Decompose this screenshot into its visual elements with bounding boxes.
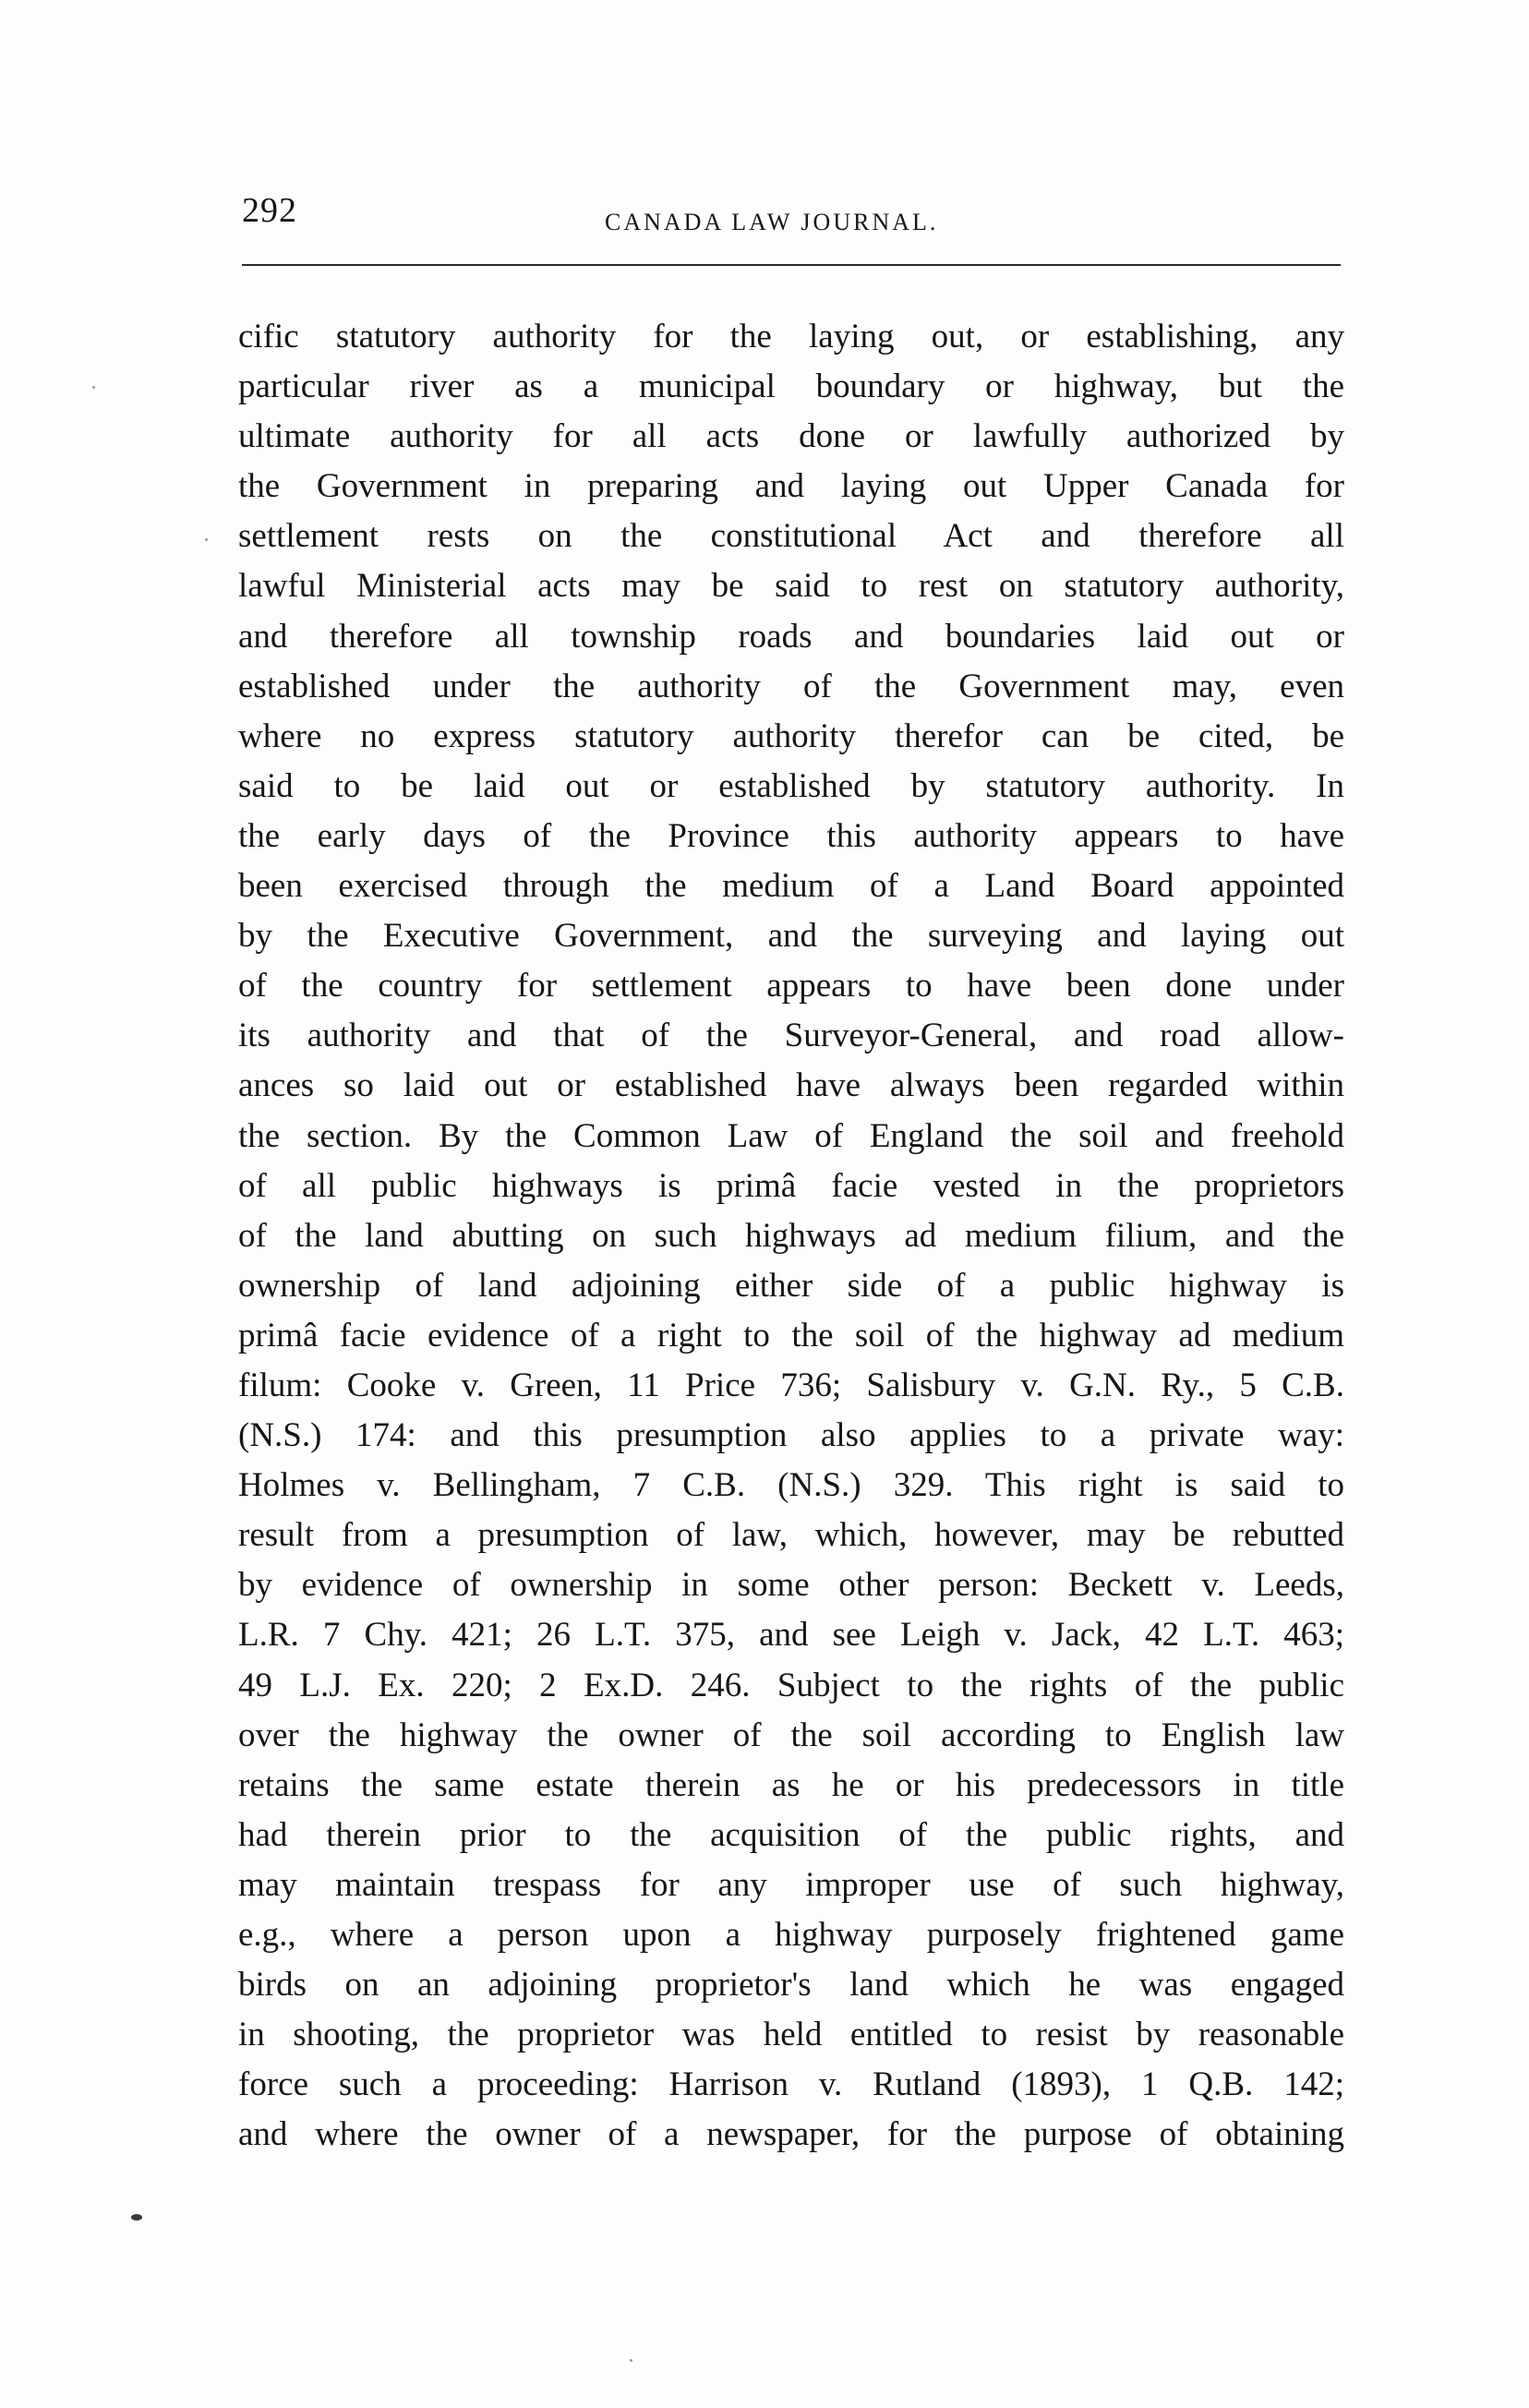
text-line: birds on an adjoining proprietor's land which he was engaged (238, 1966, 1344, 2005)
running-head: CANADA LAW JOURNAL. (605, 209, 939, 235)
text-line: in shooting, the proprietor was held entitled to resist by reasonable (238, 2016, 1344, 2054)
text-line: primâ facie evidence of a right to the soil of the highway ad medium (238, 1316, 1344, 1354)
text-line: ownership of land adjoining either side of a public highway is (238, 1266, 1344, 1305)
text-line: and therefore all township roads and boundaries laid out or (238, 617, 1344, 656)
text-line: retains the same estate therein as he or his predecessors in title (238, 1765, 1344, 1804)
scan-speck (131, 2214, 142, 2221)
text-line: of all public highways is primâ facie vested in the proprietors (238, 1166, 1344, 1205)
text-line: established under the authority of the Government may, even (238, 667, 1344, 705)
text-line: where no express statutory authority therefor can be cited, be (238, 716, 1344, 755)
text-line: particular river as a municipal boundary or highway, but the (238, 367, 1344, 406)
text-line: ances so laid out or established have always been regarded within (238, 1066, 1344, 1105)
scan-speck (92, 386, 95, 389)
text-line: and where the owner of a newspaper, for the purpose of obtaining (238, 2115, 1344, 2154)
text-line: settlement rests on the constitutional Act and therefore all (238, 517, 1344, 556)
text-line: of the land abutting on such highways ad medium filium, and the (238, 1216, 1344, 1255)
text-line: Holmes v. Bellingham, 7 C.B. (N.S.) 329. This right is said to (238, 1466, 1344, 1505)
text-line: had therein prior to the acquisition of the public rights, and (238, 1815, 1344, 1854)
text-line: lawful Ministerial acts may be said to rest on statutory authority, (238, 567, 1344, 606)
text-line: L.R. 7 Chy. 421; 26 L.T. 375, and see Leigh v. Jack, 42 L.T. 463; (238, 1616, 1344, 1655)
text-line: its authority and that of the Surveyor-General, and road allow- (238, 1017, 1344, 1055)
text-line: cific statutory authority for the laying out, or establishing, any (238, 318, 1344, 355)
text-line: of the country for settlement appears to have been done under (238, 967, 1344, 1005)
text-line: ultimate authority for all acts done or lawfully authorized by (238, 417, 1344, 456)
text-line: by the Executive Government, and the surveying and laying out (238, 917, 1344, 956)
page-number: 292 (242, 191, 297, 230)
text-line: the section. By the Common Law of England the soil and freehold (238, 1116, 1344, 1155)
text-line: force such a proceeding: Harrison v. Rutland (1893), 1 Q.B. 142; (238, 2065, 1344, 2104)
text-line: e.g., where a person upon a highway purposely frightened game (238, 1916, 1344, 1954)
text-line: result from a presumption of law, which, however, may be rebutted (238, 1516, 1344, 1555)
text-line: filum: Cooke v. Green, 11 Price 736; Salisbury v. G.N. Ry., 5 C.B. (238, 1366, 1344, 1404)
text-line: said to be laid out or established by statutory authority. In (238, 766, 1344, 805)
body-text (238, 312, 1344, 2160)
text-line: been exercised through the medium of a Land Board appointed (238, 867, 1344, 906)
header-rule (242, 264, 1341, 266)
scan-speck (630, 2359, 632, 2362)
text-line: 49 L.J. Ex. 220; 2 Ex.D. 246. Subject to the rights of the public (238, 1666, 1344, 1704)
text-line: the Government in preparing and laying out Upper Canada for (238, 467, 1344, 506)
text-line: may maintain trespass for any improper use of such highway, (238, 1865, 1344, 1904)
text-line: by evidence of ownership in some other person: Beckett v. Leeds, (238, 1566, 1344, 1605)
scan-speck (205, 538, 208, 541)
text-line: (N.S.) 174: and this presumption also applies to a private way: (238, 1416, 1344, 1455)
text-line: the early days of the Province this authority appears to have (238, 816, 1344, 855)
text-line: over the highway the owner of the soil according to English law (238, 1716, 1344, 1754)
